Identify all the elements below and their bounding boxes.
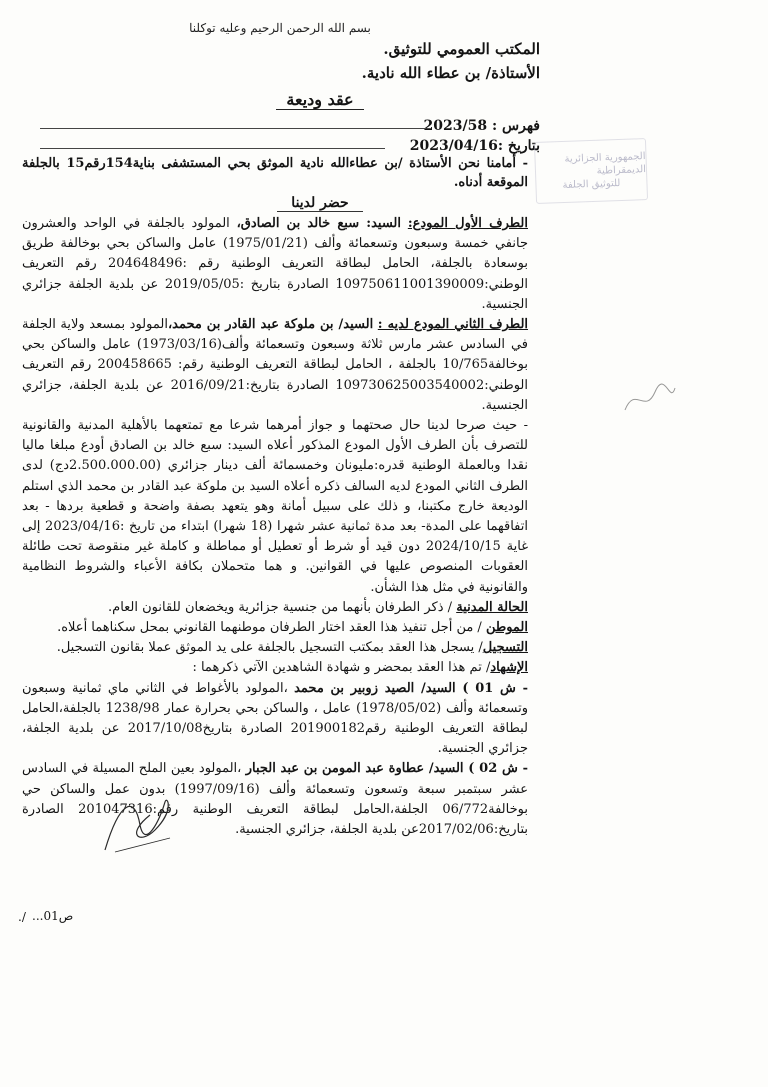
margin-initials-mark: [620, 380, 680, 420]
stamp-line-2: للتوثيق الجلفة: [562, 177, 621, 191]
paragraph-text: / يسجل هذا العقد بمكتب التسجيل بالجلفة على يد الموثق عملا بقانون التسجيل.: [56, 640, 483, 656]
date-dash-line: [40, 148, 385, 149]
office-heading: المكتب العمومي للتوثيق.: [383, 40, 540, 58]
notary-stamp: [534, 138, 648, 204]
paragraph-deposit-terms: [22, 416, 528, 598]
party-name: السيد: سبع خالد بن الصادق،: [236, 216, 401, 231]
paragraph-label: الطرف الأول المودع:: [407, 216, 528, 231]
paragraph-label: الإشهاد: [490, 660, 528, 676]
basmala: بسم الله الرحمن الرحيم وعليه توكلنا: [189, 21, 371, 35]
paragraph-text: / تم هذا العقد بمحضر و شهادة الشاهدين الآتي ذكرهما :: [192, 660, 491, 676]
paragraph-civil-status: [22, 598, 528, 618]
contract-date: بتاريخ :2023/04/16: [409, 138, 540, 154]
contract-body: [22, 214, 528, 840]
page-number: ص01...: [32, 909, 74, 923]
paragraph-registration: [22, 638, 528, 658]
present-heading: [200, 194, 440, 212]
stamp-line-1: الجمهورية الجزائرية الديمقراطية: [564, 150, 647, 177]
witness-name: - ش 02 ) السيد/ عطاوة عبد المومن بن عبد الجبار: [245, 761, 528, 777]
paragraph-first-party: [22, 214, 528, 315]
witness-name: - ش 01 ) السيد/ الصيد زوبير بن محمد: [294, 680, 528, 696]
bleed-through-text: [520, 20, 760, 110]
present-heading-text: حضر لدينا: [277, 195, 362, 212]
party-name: السيد/ بن ملوكة عبد القادر بن محمد،: [167, 317, 374, 333]
handwritten-signature: [95, 790, 185, 860]
paragraph-label: الموطن: [485, 620, 528, 636]
contract-title-text: عقد وديعة: [276, 90, 363, 110]
paragraph-text: المولود بمسعد ولاية الجلفة في السادس عشر مارس ثلاثة وسبعون وتسعمائة وألف(1973/03/16) عامل والساكن بحي بوخالفة10/765 بالجلفة ، الحامل لبطاقة التعريف الوطنية رقم: 200458665 رقم التعريف الوطني:109730625003540002 الصادرة بتاريخ:2016/09/21 عن بلدية الجلفة، جزائري الجنسية.: [22, 317, 529, 413]
index-dash-line: [40, 128, 426, 129]
paragraph-text: ،المولود بعين الملح المسيلة في السادس عشر سبتمبر سبعة وتسعون وتسعمائة وألف (1997/09/16) بدون عمل والساكن حي بوخالفة06/772 الجلفة،الحامل لبطاقة التعريف الوطنية رقم:201047316 الصادرة بتاريخ:2017/02/06عن بلدية الجلفة، جزائري الجنسية.: [22, 761, 528, 838]
index-number: فهرس : 2023/58: [423, 118, 540, 134]
contract-title: [230, 90, 410, 110]
paragraph-witness-1: [22, 679, 528, 760]
page-number-suffix: /.: [18, 910, 26, 924]
paragraph-domicile: [22, 618, 528, 638]
before-us-clause: - أمامنا نحن الأستاذة /بن عطاءالله نادية الموثق بحي المستشفى بناية154رقم15 بالجلفة الموقعة أدناه.: [22, 156, 528, 190]
paragraph-text: / من أجل تنفيذ هذا العقد اختار الطرفان موطنهما القانوني بمحل سكناهما أعلاه.: [57, 620, 486, 636]
paragraph-witnessing: [22, 658, 528, 678]
paragraph-label: الطرف الثاني المودع لديه :: [377, 317, 529, 333]
paragraph-text: المولود بالجلفة في الواحد والعشرون جانفي خمسة وسبعون وتسعمائة وألف (1975/01/21) عامل والساكن بحي بوخالفة طريق بوسعادة بالجلفة، الحامل لبطاقة التعريف الوطنية رقم :204648496 رقم التعريف الوطني:109750611001390009 الصادرة بتاريخ :2019/05/05 عن بلدية الجلفة جزائري الجنسية.: [22, 216, 528, 312]
paragraph-text: / ذكر الطرفان بأنهما من جنسية جزائرية ويخضعان للقانون العام.: [108, 599, 457, 615]
paragraph-second-party: [22, 315, 528, 416]
paragraph-label: الحالة المدنية: [456, 599, 528, 615]
notary-name: الأستاذة/ بن عطاء الله نادية.: [361, 64, 540, 82]
paragraph-label: التسجيل: [482, 640, 528, 656]
paragraph-text: ،المولود بالأغواط في الثاني ماي ثمانية وسبعون وتسعمائة وألف (1978/05/02) عامل ، والساكن بحي بحرارة عمار 1238/98 بالجلفة،الحامل لبطاقة التعريف الوطنية رقم201900182 الصادرة بتاريخ2017/10/08 عن بلدية الجلفة، جزائري الجنسية.: [22, 680, 528, 757]
paragraph-text: - حيث صرحا لدينا حال صحتهما و جواز أمرهما شرعا مع تمتعهما بالأهلية المدنية والقانونية للتصرف بأن الطرف الأول المودع المذكور أعلاه السيد: سبع خالد بن الصادق أودع مبلغا ماليا نقدا وبالعملة الوطنية قدره:مليونان وخمسمائة ألف دينار جزائري (2.500.000.00دج) لدى الطرف الثاني المودع لديه السالف ذكره أعلاه السيد بن ملوكة عبد القادر بن محمد الذي استلم الوديعة خارج مكتبنا، و ذلك على سبيل أمانة وهو يتعهد بصفة واضحة و قطعية بردها - بعد اتفاقهما على المدة- بعد مدة ثمانية عشر شهرا (18 شهرا) ابتداء من تاريخ :2023/04/16 إلى غاية 2024/10/15 دون قيد أو شرط أو تعطيل أو مماطلة و كاملة غير منقوصة تحت طائلة العقوبات المنصوص عليها في القوانين. و هما متحملان بكافة الأعباء والشروط النظامية والقانونية في مثل هذا الشأن.: [22, 418, 528, 595]
